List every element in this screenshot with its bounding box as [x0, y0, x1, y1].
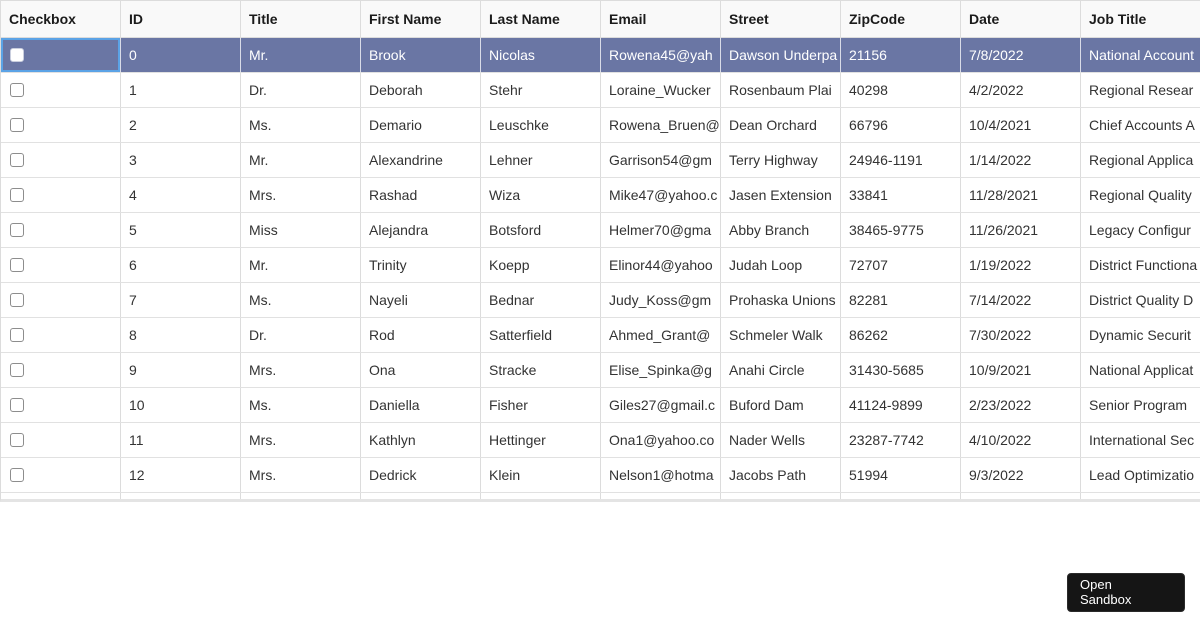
- cell-street[interactable]: Jasen Extension: [721, 178, 841, 212]
- cell-job_title[interactable]: Lead Optimizatio: [1081, 458, 1200, 492]
- cell-street[interactable]: Abby Branch: [721, 213, 841, 247]
- row-select-checkbox[interactable]: [10, 328, 24, 342]
- column-header-email[interactable]: Email: [601, 1, 721, 37]
- cell-checkbox[interactable]: [1, 318, 121, 352]
- cell-first_name[interactable]: Daniella: [361, 388, 481, 422]
- cell-title[interactable]: Mrs.: [241, 458, 361, 492]
- row-select-checkbox[interactable]: [10, 363, 24, 377]
- cell-job_title[interactable]: Dynamic Securit: [1081, 318, 1200, 352]
- cell-title[interactable]: Miss: [241, 213, 361, 247]
- open-sandbox-label: Open Sandbox: [1080, 577, 1132, 607]
- cell-id[interactable]: 1: [121, 73, 241, 107]
- row-select-checkbox[interactable]: [10, 433, 24, 447]
- cell-first_name[interactable]: Alexandrine: [361, 143, 481, 177]
- cell-zip_code[interactable]: 40298: [841, 73, 961, 107]
- row-select-checkbox[interactable]: [10, 398, 24, 412]
- cell-checkbox[interactable]: [1, 143, 121, 177]
- cell-zip_code[interactable]: 23287-7742: [841, 423, 961, 457]
- cell-id[interactable]: 12: [121, 458, 241, 492]
- cell-date[interactable]: 4/2/2022: [961, 73, 1081, 107]
- table-row: [1, 178, 1200, 213]
- row-select-checkbox[interactable]: [10, 258, 24, 272]
- cell-first_name[interactable]: Brook: [361, 38, 481, 72]
- cell-last_name[interactable]: Wiza: [481, 178, 601, 212]
- cell-street[interactable]: Prohaska Unions: [721, 283, 841, 317]
- cell-date[interactable]: 10/4/2021: [961, 108, 1081, 142]
- table-row: [1, 423, 1200, 458]
- cell-last_name[interactable]: Koepp: [481, 248, 601, 282]
- table-row: [1, 318, 1200, 353]
- cell-checkbox[interactable]: [1, 388, 121, 422]
- cell-zip_code[interactable]: 86262: [841, 318, 961, 352]
- cell-checkbox[interactable]: [1, 493, 121, 502]
- cell-date[interactable]: 9/3/2022: [961, 458, 1081, 492]
- cell-checkbox[interactable]: [1, 458, 121, 492]
- cell-email[interactable]: Judy_Koss@gm: [601, 283, 721, 317]
- cell-date[interactable]: 2/23/2022: [961, 388, 1081, 422]
- column-header-last_name[interactable]: Last Name: [481, 1, 601, 37]
- cell-title[interactable]: Ms.: [241, 388, 361, 422]
- cell-zip_code[interactable]: 33841: [841, 178, 961, 212]
- cell-last_name[interactable]: [481, 493, 601, 502]
- cell-zip_code[interactable]: 51994: [841, 458, 961, 492]
- cell-email[interactable]: Nelson1@hotma: [601, 458, 721, 492]
- cell-checkbox[interactable]: [1, 283, 121, 317]
- cell-zip_code[interactable]: 21156: [841, 38, 961, 72]
- row-select-checkbox[interactable]: [10, 468, 24, 482]
- cell-title[interactable]: Mr.: [241, 143, 361, 177]
- cell-street[interactable]: Anahi Circle: [721, 353, 841, 387]
- cell-last_name[interactable]: Nicolas: [481, 38, 601, 72]
- cell-street[interactable]: Nader Wells: [721, 423, 841, 457]
- table-row: [1, 283, 1200, 318]
- cell-street[interactable]: Dean Orchard: [721, 108, 841, 142]
- cell-id[interactable]: 2: [121, 108, 241, 142]
- cell-last_name[interactable]: Leuschke: [481, 108, 601, 142]
- cell-email[interactable]: Rowena45@yah: [601, 38, 721, 72]
- cell-zip_code[interactable]: 31430-5685: [841, 353, 961, 387]
- cell-checkbox[interactable]: [1, 213, 121, 247]
- cell-checkbox[interactable]: [1, 38, 121, 72]
- cell-first_name[interactable]: Nayeli: [361, 283, 481, 317]
- cell-title[interactable]: Mr.: [241, 38, 361, 72]
- row-select-checkbox[interactable]: [10, 223, 24, 237]
- cell-email[interactable]: Loraine_Wucker: [601, 73, 721, 107]
- row-select-checkbox[interactable]: [10, 293, 24, 307]
- cell-first_name[interactable]: Demario: [361, 108, 481, 142]
- column-header-date[interactable]: Date: [961, 1, 1081, 37]
- cell-id[interactable]: 3: [121, 143, 241, 177]
- cell-street[interactable]: Terry Highway: [721, 143, 841, 177]
- cell-last_name[interactable]: Fisher: [481, 388, 601, 422]
- cell-title[interactable]: Mrs.: [241, 423, 361, 457]
- cell-job_title[interactable]: District Functiona: [1081, 248, 1200, 282]
- cell-date[interactable]: 4/10/2022: [961, 423, 1081, 457]
- cell-checkbox[interactable]: [1, 248, 121, 282]
- cell-date[interactable]: 11/26/2021: [961, 213, 1081, 247]
- cell-zip_code[interactable]: 41124-9899: [841, 388, 961, 422]
- cell-id[interactable]: 10: [121, 388, 241, 422]
- cell-first_name[interactable]: Rashad: [361, 178, 481, 212]
- cell-street[interactable]: Schmeler Walk: [721, 318, 841, 352]
- cell-job_title[interactable]: Legacy Configur: [1081, 213, 1200, 247]
- cell-first_name[interactable]: Ona: [361, 353, 481, 387]
- cell-job_title[interactable]: National Account: [1081, 38, 1200, 72]
- cell-id[interactable]: 9: [121, 353, 241, 387]
- cell-email[interactable]: Garrison54@gm: [601, 143, 721, 177]
- cell-zip_code[interactable]: 72707: [841, 248, 961, 282]
- cell-id[interactable]: 8: [121, 318, 241, 352]
- cell-first_name[interactable]: Rod: [361, 318, 481, 352]
- cell-first_name[interactable]: Trinity: [361, 248, 481, 282]
- cell-checkbox[interactable]: [1, 423, 121, 457]
- column-header-title[interactable]: Title: [241, 1, 361, 37]
- cell-first_name[interactable]: [361, 493, 481, 502]
- row-select-checkbox[interactable]: [10, 153, 24, 167]
- cell-job_title[interactable]: District Quality D: [1081, 283, 1200, 317]
- cell-email[interactable]: Elise_Spinka@g: [601, 353, 721, 387]
- cell-street[interactable]: Dawson Underpa: [721, 38, 841, 72]
- cell-id[interactable]: 4: [121, 178, 241, 212]
- cell-date[interactable]: 7/30/2022: [961, 318, 1081, 352]
- cell-zip_code[interactable]: 82281: [841, 283, 961, 317]
- cell-last_name[interactable]: Lehner: [481, 143, 601, 177]
- cell-date[interactable]: 1/14/2022: [961, 143, 1081, 177]
- cell-street[interactable]: [721, 493, 841, 502]
- cell-street[interactable]: Judah Loop: [721, 248, 841, 282]
- table-row: [1, 108, 1200, 143]
- cell-street[interactable]: Jacobs Path: [721, 458, 841, 492]
- cell-last_name[interactable]: Bednar: [481, 283, 601, 317]
- cell-id[interactable]: 7: [121, 283, 241, 317]
- cell-first_name[interactable]: Alejandra: [361, 213, 481, 247]
- cell-title[interactable]: Mrs.: [241, 353, 361, 387]
- column-header-job_title[interactable]: Job Title: [1081, 1, 1200, 37]
- cell-last_name[interactable]: Klein: [481, 458, 601, 492]
- header-row: [1, 1, 1200, 38]
- cell-id[interactable]: 11: [121, 423, 241, 457]
- open-sandbox-button[interactable]: [1067, 573, 1185, 612]
- cell-job_title[interactable]: International Sec: [1081, 423, 1200, 457]
- table-row: [1, 458, 1200, 493]
- table-row: [1, 248, 1200, 283]
- cell-title[interactable]: Mrs.: [241, 178, 361, 212]
- cell-last_name[interactable]: Stehr: [481, 73, 601, 107]
- cell-checkbox[interactable]: [1, 178, 121, 212]
- cell-checkbox[interactable]: [1, 353, 121, 387]
- column-header-checkbox[interactable]: Checkbox: [1, 1, 121, 37]
- cell-job_title[interactable]: National Applicat: [1081, 353, 1200, 387]
- table-row: [1, 38, 1200, 73]
- row-select-checkbox[interactable]: [10, 48, 24, 62]
- cell-job_title[interactable]: [1081, 493, 1200, 502]
- cell-first_name[interactable]: Deborah: [361, 73, 481, 107]
- cell-title[interactable]: Mr.: [241, 248, 361, 282]
- table-row: [1, 213, 1200, 248]
- column-header-first_name[interactable]: First Name: [361, 1, 481, 37]
- cell-id[interactable]: 5: [121, 213, 241, 247]
- cell-first_name[interactable]: Kathlyn: [361, 423, 481, 457]
- cell-email[interactable]: Rowena_Bruen@: [601, 108, 721, 142]
- cell-title[interactable]: [241, 493, 361, 502]
- cell-title[interactable]: Dr.: [241, 318, 361, 352]
- table-row: [1, 73, 1200, 108]
- cell-date[interactable]: 1/19/2022: [961, 248, 1081, 282]
- cell-email[interactable]: Ona1@yahoo.co: [601, 423, 721, 457]
- cell-email[interactable]: Ahmed_Grant@: [601, 318, 721, 352]
- row-select-checkbox[interactable]: [10, 118, 24, 132]
- cell-last_name[interactable]: Satterfield: [481, 318, 601, 352]
- column-header-id[interactable]: ID: [121, 1, 241, 37]
- cell-job_title[interactable]: Regional Resear: [1081, 73, 1200, 107]
- cell-title[interactable]: Ms.: [241, 283, 361, 317]
- row-select-checkbox[interactable]: [10, 83, 24, 97]
- cell-last_name[interactable]: Stracke: [481, 353, 601, 387]
- table-row: [1, 388, 1200, 423]
- column-header-zip_code[interactable]: ZipCode: [841, 1, 961, 37]
- cell-checkbox[interactable]: [1, 108, 121, 142]
- cell-job_title[interactable]: Chief Accounts A: [1081, 108, 1200, 142]
- cell-email[interactable]: [601, 493, 721, 502]
- table-row: [1, 143, 1200, 178]
- cell-title[interactable]: Dr.: [241, 73, 361, 107]
- cell-date[interactable]: [961, 493, 1081, 502]
- cell-zip_code[interactable]: 38465-9775: [841, 213, 961, 247]
- cell-first_name[interactable]: Dedrick: [361, 458, 481, 492]
- cell-email[interactable]: Elinor44@yahoo: [601, 248, 721, 282]
- cell-email[interactable]: Helmer70@gma: [601, 213, 721, 247]
- cell-title[interactable]: Ms.: [241, 108, 361, 142]
- table-row: [1, 353, 1200, 388]
- cell-job_title[interactable]: Regional Applica: [1081, 143, 1200, 177]
- cell-date[interactable]: 7/14/2022: [961, 283, 1081, 317]
- cell-job_title[interactable]: Regional Quality: [1081, 178, 1200, 212]
- cell-email[interactable]: Mike47@yahoo.c: [601, 178, 721, 212]
- cell-email[interactable]: Giles27@gmail.c: [601, 388, 721, 422]
- cell-job_title[interactable]: Senior Program: [1081, 388, 1200, 422]
- cell-street[interactable]: Buford Dam: [721, 388, 841, 422]
- cell-date[interactable]: 11/28/2021: [961, 178, 1081, 212]
- cell-id[interactable]: 0: [121, 38, 241, 72]
- cell-last_name[interactable]: Botsford: [481, 213, 601, 247]
- grid-body: [1, 38, 1200, 502]
- cell-street[interactable]: Rosenbaum Plai: [721, 73, 841, 107]
- table-row: [1, 493, 1200, 502]
- cell-id[interactable]: 6: [121, 248, 241, 282]
- cell-date[interactable]: 7/8/2022: [961, 38, 1081, 72]
- column-header-street[interactable]: Street: [721, 1, 841, 37]
- cell-date[interactable]: 10/9/2021: [961, 353, 1081, 387]
- cell-zip_code[interactable]: 24946-1191: [841, 143, 961, 177]
- cell-last_name[interactable]: Hettinger: [481, 423, 601, 457]
- cell-zip_code[interactable]: [841, 493, 961, 502]
- row-select-checkbox[interactable]: [10, 188, 24, 202]
- cell-id[interactable]: [121, 493, 241, 502]
- cell-checkbox[interactable]: [1, 73, 121, 107]
- cell-zip_code[interactable]: 66796: [841, 108, 961, 142]
